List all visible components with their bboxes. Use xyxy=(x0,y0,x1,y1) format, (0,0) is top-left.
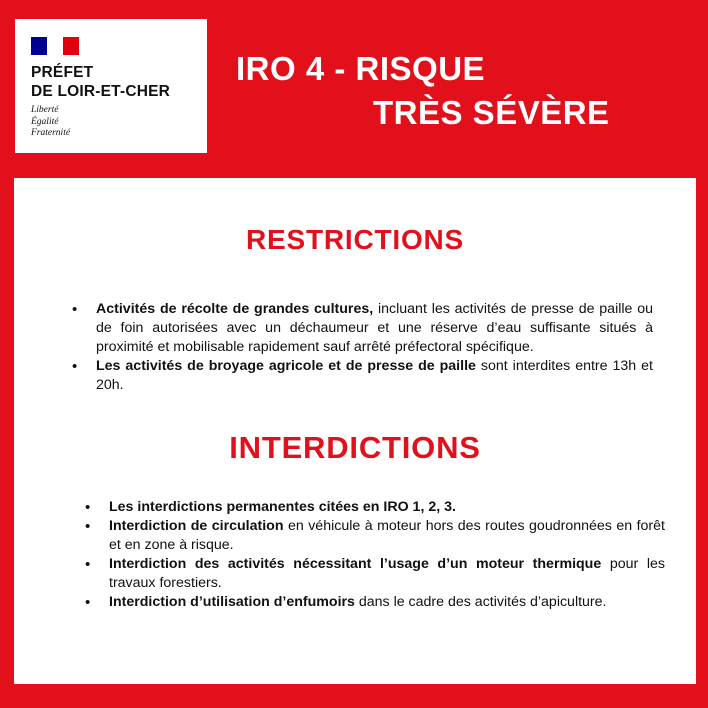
republic-motto xyxy=(31,105,207,140)
restrictions-heading: RESTRICTIONS xyxy=(245,224,465,255)
item-text: pour les travaux forestiers. xyxy=(109,556,665,591)
motto-fraternite: Fraternité xyxy=(31,128,71,138)
motto-liberte: Liberté xyxy=(31,105,59,115)
logo-line-prefet: PRÉFET xyxy=(31,64,94,81)
list-item xyxy=(85,498,665,517)
item-bold: Activités de récolte de grandes cultures, xyxy=(96,301,374,317)
content-panel xyxy=(14,178,696,684)
interdictions-list xyxy=(85,498,665,612)
logo-line-department: DE LOIR-ET-CHER xyxy=(31,83,171,100)
marianne-flag-icon xyxy=(31,37,79,55)
page-title xyxy=(236,47,610,135)
item-bold: Interdiction d’utilisation d’enfumoirs xyxy=(109,594,355,610)
list-item xyxy=(85,555,665,593)
prefecture-logo xyxy=(15,19,207,153)
list-item xyxy=(72,300,653,357)
item-text: incluant les activités de presse de paille ou de foin autorisées avec un déchaumeur et une réserve d’eau suffisante situés à proximité et mobilisable rapidement sauf arrêté préfectoral spécifique. xyxy=(96,301,654,355)
restrictions-list xyxy=(72,300,653,395)
item-bold: Interdiction de circulation xyxy=(109,518,284,534)
title-line-1: IRO 4 - RISQUE xyxy=(236,50,486,87)
list-item xyxy=(72,357,653,395)
item-bold: Interdiction des activités nécessitant l’usage d’un moteur thermique xyxy=(109,556,602,572)
item-bold: Les interdictions permanentes citées en IRO 1, 2, 3. xyxy=(109,499,456,515)
item-text: sont interdites entre 13h et 20h. xyxy=(96,358,653,393)
list-item xyxy=(85,517,665,555)
list-item xyxy=(85,593,665,612)
interdictions-heading: INTERDICTIONS xyxy=(229,430,481,465)
item-bold: Les activités de broyage agricole et de presse de paille xyxy=(96,358,476,374)
item-text: en véhicule à moteur hors des routes goudronnées en forêt et en zone à risque. xyxy=(109,518,665,553)
title-line-2: TRÈS SÉVÈRE xyxy=(373,94,610,131)
motto-egalite: Égalité xyxy=(31,116,59,127)
item-text: dans le cadre des activités d’apiculture. xyxy=(354,594,607,610)
